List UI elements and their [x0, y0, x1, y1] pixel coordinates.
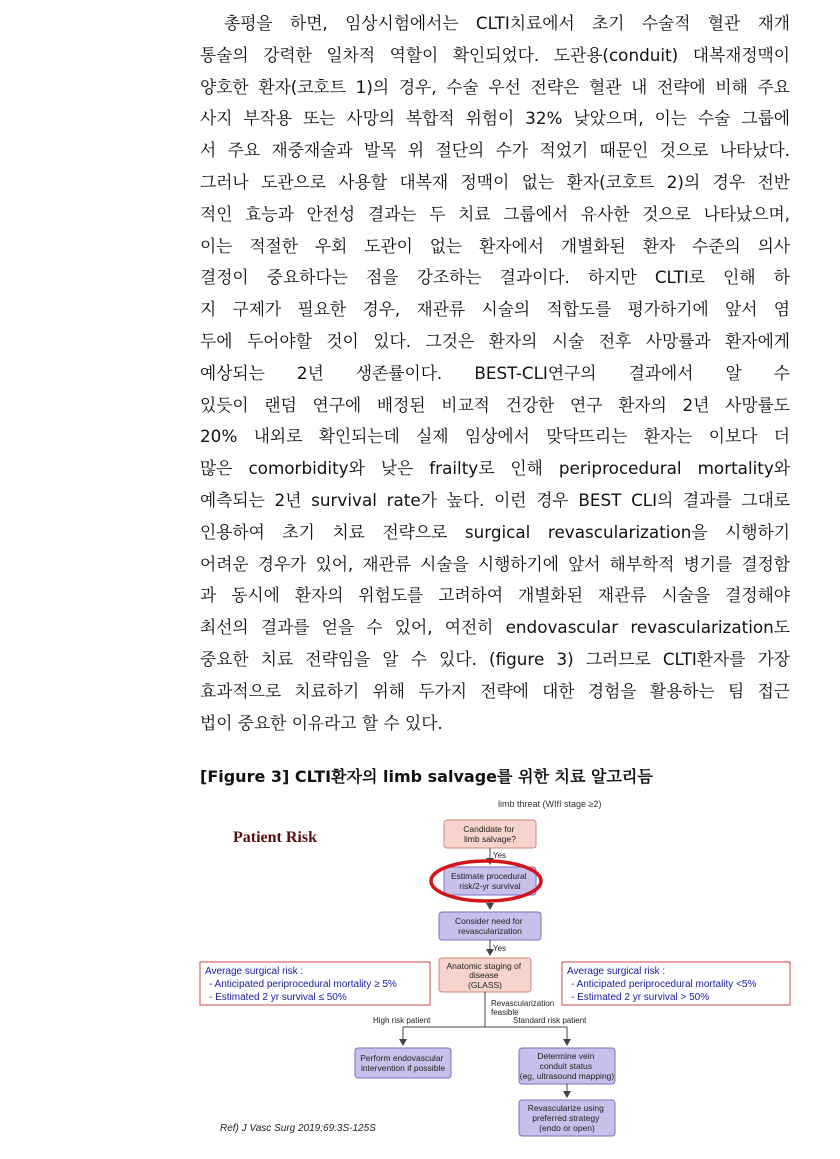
paragraph-line: 서 주요 재중재술과 발목 위 절단의 수가 적었기 때문인 것으로 나타났다. — [200, 140, 790, 161]
figure-title: [Figure 3] CLTI환자의 limb salvage를 위한 치료 알고리듬 — [200, 767, 653, 786]
revascularize-node-text: Revascularize using preferred strategy (endo or open) — [527, 1103, 604, 1133]
paragraph-line: 두에 두어야할 것이 있다. 그것은 환자의 시술 전후 사망률과 환자에게 — [200, 330, 790, 351]
body-paragraph — [200, 8, 790, 739]
paragraph-line: 예측되는 2년 survival rate가 높다. 이런 경우 BEST CLI의 결과를 그대로 — [200, 489, 790, 510]
paragraph-line: 사지 부작용 또는 사망의 복합적 위험이 32% 낮았으며, 이는 수술 그룹에 — [200, 108, 790, 129]
paragraph-line: 결정이 중요하다는 점을 강조하는 결과이다. 하지만 CLTI로 인해 하 — [200, 267, 790, 288]
paragraph-line: 그러나 도관으로 사용할 대복재 정맥이 없는 환자(코호트 2)의 경우 전반 — [200, 171, 790, 192]
paragraph-line: 어려운 경우가 있어, 재관류 시술을 시행하기에 앞서 해부학적 병기를 결정함 — [200, 553, 790, 574]
paragraph-line: 인용하여 초기 치료 전략으로 surgical revascularization을 시행하기 — [200, 521, 790, 542]
candidate-node-text: Candidate for limb salvage? — [463, 824, 516, 844]
paragraph-line: 최선의 결과를 얻을 수 있어, 여전히 endovascular revascularization도 — [200, 617, 790, 638]
paragraph-line: 효과적으로 치료하기 위해 두가지 전략에 대한 경험을 활용하는 팀 접근 — [200, 680, 790, 701]
endovascular-node-text: Perform endovascular intervention if possible — [360, 1053, 446, 1073]
algorithm-flowchart — [195, 795, 795, 1145]
paragraph-line: 이는 적절한 우회 도관이 없는 환자에서 개별화된 환자 수준의 의사 — [200, 235, 790, 256]
yes-label-1: Yes — [493, 851, 507, 860]
consider-revasc-node-text: Consider need for revascularization — [455, 916, 523, 936]
paragraph-line: 많은 comorbidity와 낮은 frailty로 인해 periprocedural mortality와 — [200, 458, 790, 479]
paragraph-line: 총평을 하면, 임상시험에서는 CLTI치료에서 초기 수술적 혈관 재개 — [224, 13, 790, 33]
paragraph-line: 있듯이 랜덤 연구에 배정된 비교적 건강한 연구 환자의 2년 사망률도 — [200, 394, 790, 415]
revasc-feasible-label: Revascularization feasible — [491, 999, 555, 1017]
standard-risk-criteria-text: Average surgical risk : - Anticipated periprocedural mortality <5% - Estimated 2 yr survival > 50% — [567, 966, 757, 1003]
estimate-risk-node-text: Estimate procedural risk/2-yr survival — [451, 871, 527, 891]
patient-risk-label: Patient Risk — [233, 829, 317, 846]
paragraph-line: 과 동시에 환자의 위험도를 고려하여 개별화된 재관류 시술을 결정해야 — [200, 585, 790, 606]
limb-threat-note: limb threat (WIfI stage ≥2) — [498, 799, 602, 809]
anatomic-staging-node-text: Anatomic staging of disease (GLASS) — [446, 961, 522, 990]
paragraph-line: 양호한 환자(코호트 1)의 경우, 수술 우선 전략은 혈관 내 전략에 비해 주요 — [200, 76, 790, 97]
paragraph-line: 중요한 치료 전략임을 알 수 있다. (figure 3) 그러므로 CLTI환자를 가장 — [200, 648, 790, 669]
paragraph-line: 20% 내외로 확인되는데 실제 임상에서 맞닥뜨리는 환자는 이보다 더 — [200, 426, 790, 447]
paragraph-line: 지 구제가 필요한 경우, 재관류 시술의 적합도를 평가하기에 앞서 염 — [200, 299, 790, 320]
high-risk-criteria-text: Average surgical risk : - Anticipated periprocedural mortality ≥ 5% - Estimated 2 yr survival ≤ 50% — [205, 966, 397, 1003]
paragraph-line: 통술의 강력한 일차적 역할이 확인되었다. 도관용(conduit) 대복재정맥이 — [200, 44, 790, 65]
paragraph-line: 적인 효능과 안전성 결과는 두 치료 그룹에서 유사한 것으로 나타났으며, — [200, 203, 790, 224]
reference-citation: Ref) J Vasc Surg 2019;69:3S-125S — [220, 1123, 376, 1134]
paragraph-line: 법이 중요한 이유라고 할 수 있다. — [200, 712, 443, 733]
vein-status-node-text: Determine vein conduit status (eg, ultrasound mapping) — [519, 1051, 615, 1081]
paragraph-line: 예상되는 2년 생존률이다. BEST-CLI연구의 결과에서 알 수 — [200, 362, 790, 383]
standard-risk-patient-label: Standard risk patient — [513, 1016, 587, 1025]
high-risk-patient-label: High risk patient — [373, 1016, 431, 1025]
yes-label-2: Yes — [493, 944, 507, 953]
